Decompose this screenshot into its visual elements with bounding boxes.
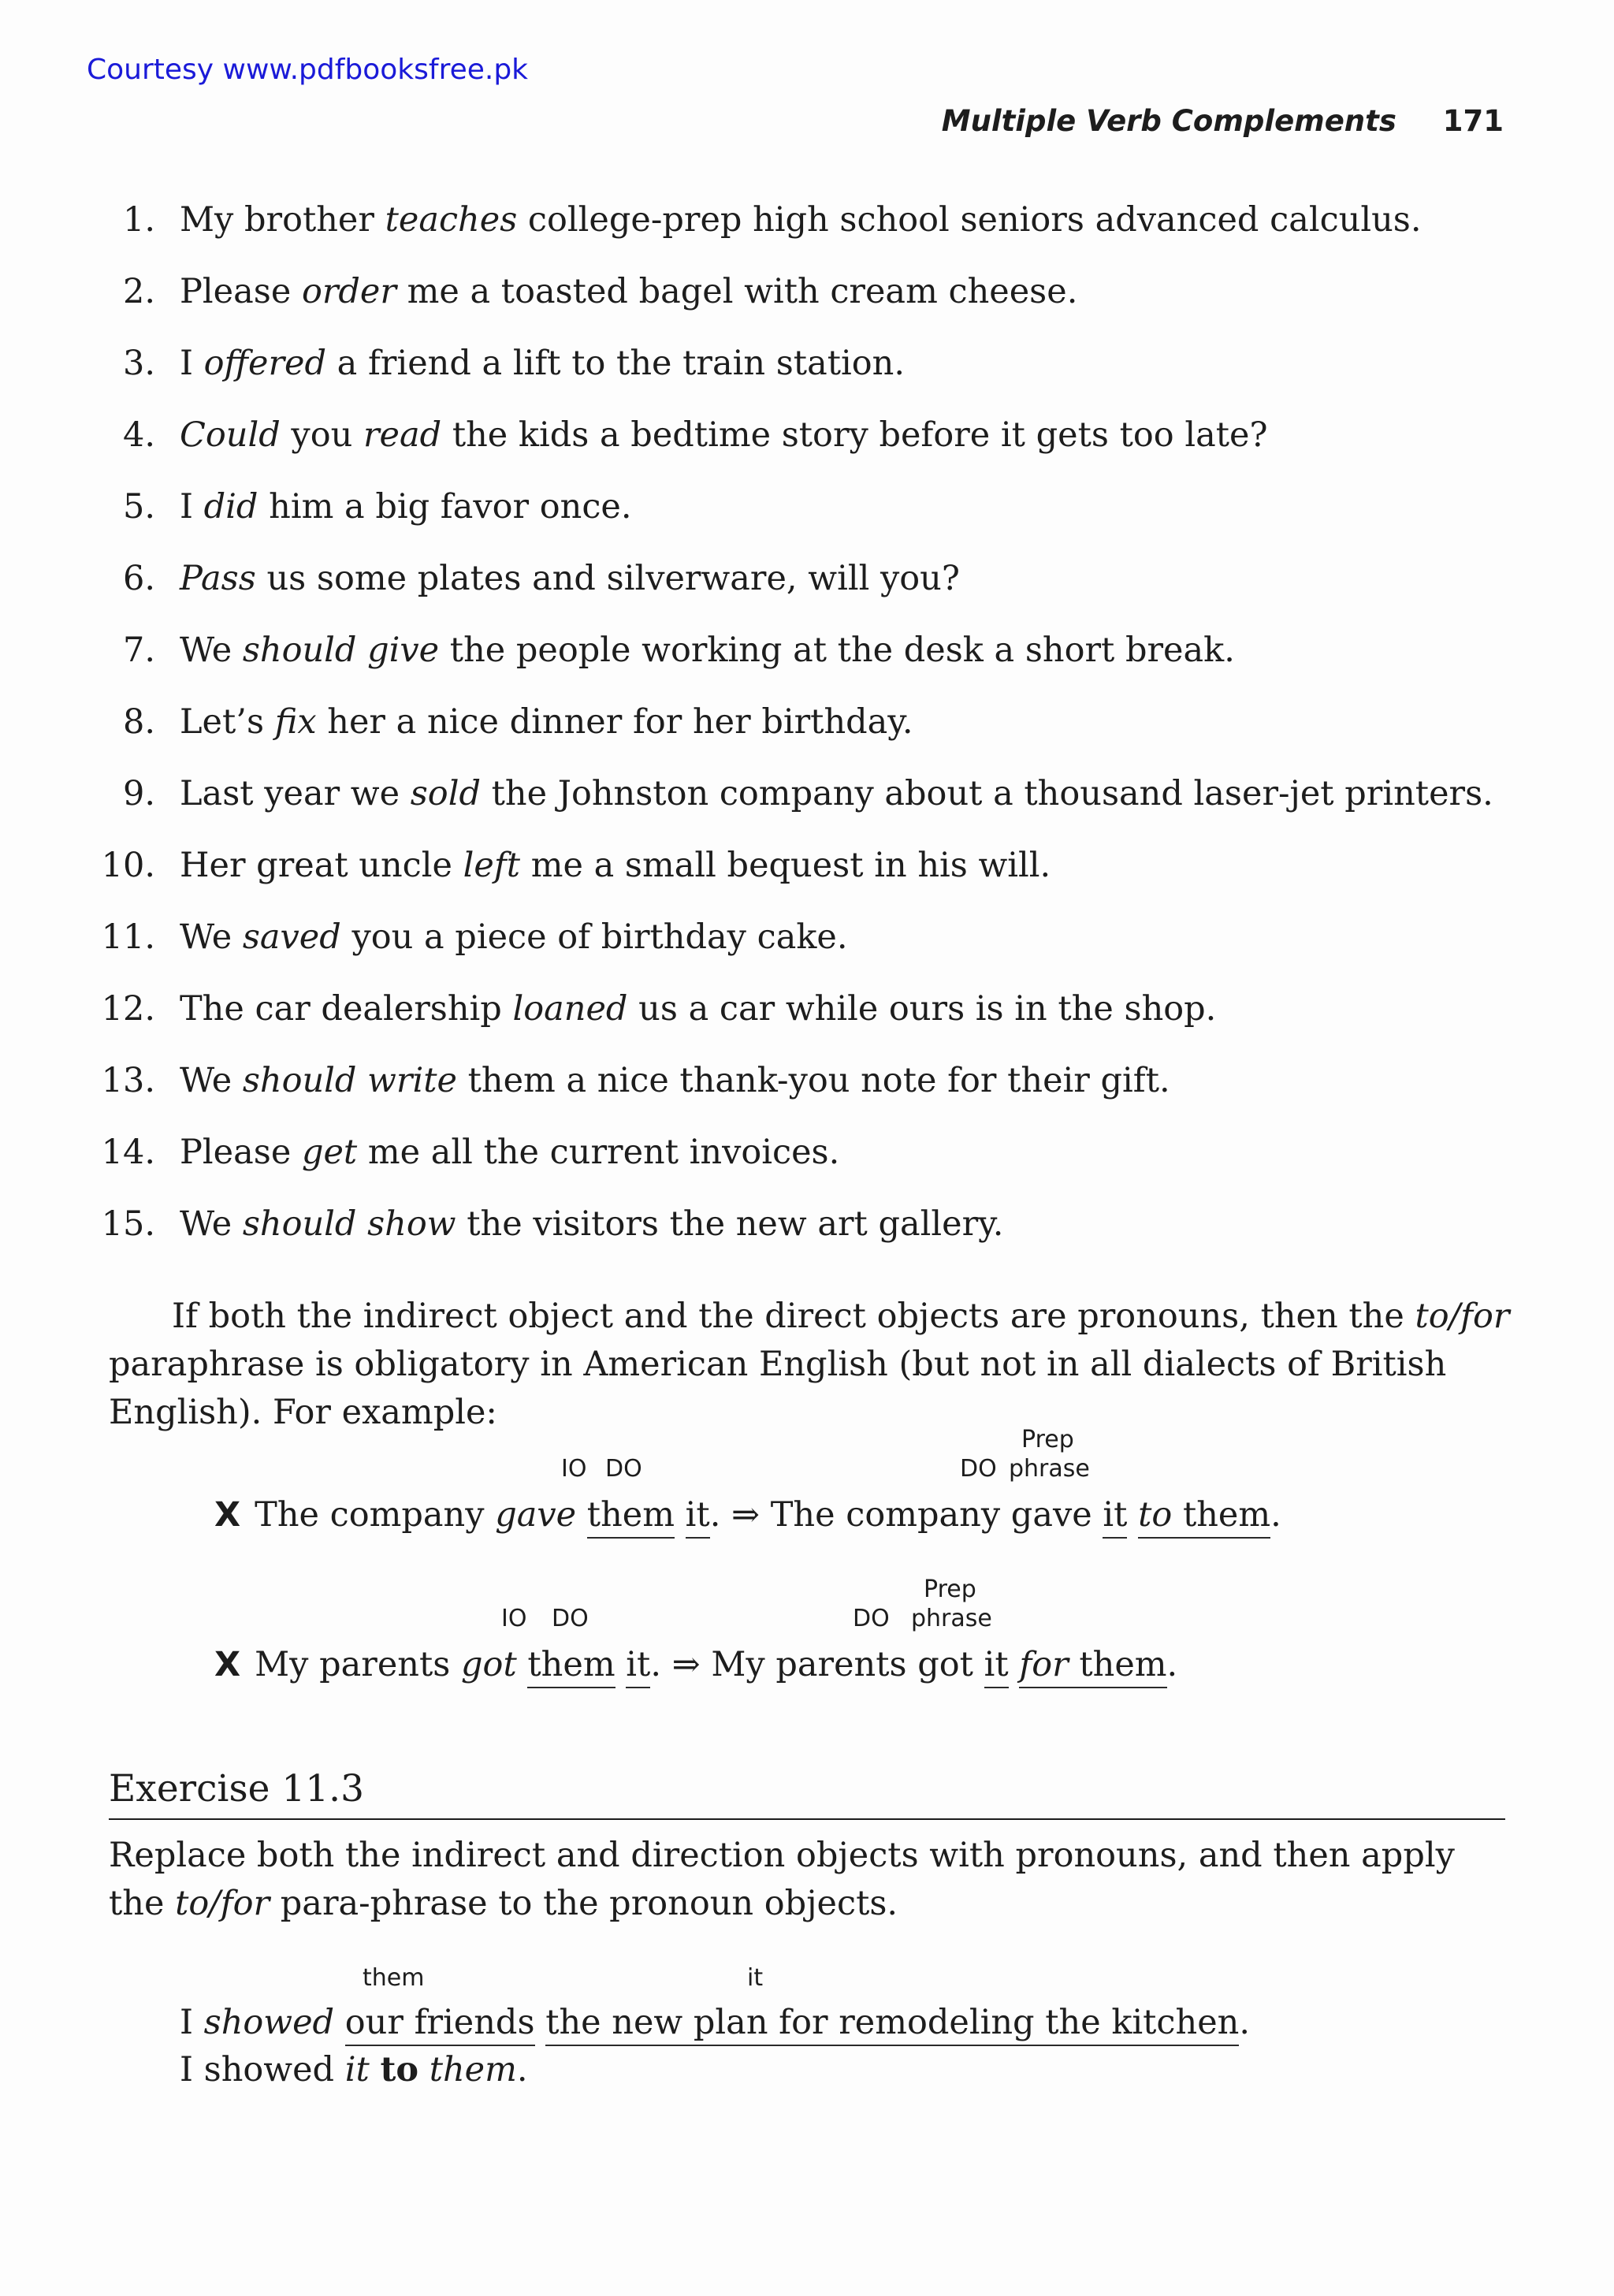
direct-object: it: [1103, 1495, 1127, 1539]
item-text: [180, 839, 1051, 892]
verb: should show: [242, 1204, 456, 1244]
indirect-object: them: [527, 1645, 615, 1688]
text: the kids a bedtime story before it gets too late?: [441, 415, 1268, 455]
io-label: IO: [561, 1455, 587, 1483]
item-text: [180, 1126, 839, 1179]
direct-object: it: [984, 1645, 1009, 1688]
text: you: [280, 415, 363, 455]
example-sentence: [214, 1491, 1281, 1539]
text: I: [180, 344, 204, 383]
text: I showed: [180, 2050, 345, 2089]
verb: fix: [274, 702, 317, 742]
exercise-answer: [180, 2046, 528, 2093]
item-number: 12.: [101, 989, 155, 1029]
text: We: [180, 631, 243, 670]
item-text: [180, 193, 1422, 247]
item-text: [180, 910, 848, 964]
text: I: [180, 487, 204, 527]
item-number: 15.: [101, 1204, 155, 1244]
item-text: [180, 623, 1235, 677]
verb: got: [461, 1645, 517, 1684]
heading-rule: [109, 1818, 1505, 1820]
incorrect-mark: X: [214, 1495, 241, 1535]
text: her a nice dinner for her birthday.: [316, 702, 913, 742]
phrase-label: phrase: [911, 1605, 992, 1632]
emphasis: to/for: [1415, 1297, 1510, 1336]
item-number: 1.: [122, 200, 155, 240]
verb: should write: [242, 1061, 457, 1100]
io-label: IO: [501, 1605, 527, 1632]
pronoun-label-it: it: [747, 1964, 764, 1992]
verb: should give: [242, 631, 440, 670]
text: Replace both the indirect and direction objects with pronouns, and then apply the: [109, 1836, 1455, 1923]
text: para-phrase to the pronoun objects.: [270, 1884, 898, 1923]
do-label: DO: [605, 1455, 642, 1483]
text: We: [180, 917, 243, 957]
text: me a small bequest in his will.: [520, 846, 1051, 885]
item-text: [180, 1054, 1170, 1107]
verb: order: [301, 272, 396, 311]
text: The company: [255, 1495, 496, 1535]
direct-object: it: [686, 1495, 710, 1539]
item-number: 5.: [122, 487, 155, 527]
courtesy-link[interactable]: Courtesy www.pdfbooksfree.pk: [87, 54, 529, 86]
item-number: 9.: [122, 774, 155, 813]
item-number: 6.: [122, 559, 155, 598]
item-text: [180, 767, 1493, 821]
text: If both the indirect object and the direct objects are pronouns, then the: [172, 1297, 1415, 1336]
text: .: [1239, 2003, 1251, 2042]
emphasis: to/for: [175, 1884, 270, 1923]
pronoun: them: [429, 2050, 517, 2089]
chapter-title: Multiple Verb Complements: [941, 104, 1396, 138]
item-number: 2.: [122, 272, 155, 311]
do-label: DO: [552, 1605, 589, 1632]
do-label: DO: [960, 1455, 997, 1483]
do-label: DO: [853, 1605, 890, 1632]
prep-label: Prep: [1021, 1426, 1074, 1453]
text: .: [516, 2050, 528, 2089]
text: the Johnston company about a thousand laser-jet printers.: [480, 774, 1493, 813]
item-number: 4.: [122, 415, 155, 455]
item-number: 8.: [122, 702, 155, 742]
prep-object: them: [1079, 1645, 1167, 1684]
text: you a piece of birthday cake.: [340, 917, 848, 957]
text: me a toasted bagel with cream cheese.: [396, 272, 1078, 311]
item-number: 11.: [101, 917, 155, 957]
text: them a nice thank-you note for their gift.: [456, 1061, 1170, 1100]
verb: Could: [180, 415, 281, 455]
item-text: [180, 982, 1216, 1036]
text: Her great uncle: [180, 846, 463, 885]
verb: sold: [410, 774, 481, 813]
verb: Pass: [180, 559, 256, 598]
item-text: [180, 552, 960, 605]
verb: did: [203, 487, 258, 527]
verb: get: [301, 1133, 358, 1172]
item-text: [180, 695, 913, 749]
item-number: 13.: [101, 1061, 155, 1100]
text: Let’s: [180, 702, 275, 742]
verb: offered: [203, 344, 326, 383]
running-head: [942, 104, 1504, 138]
item-text: [180, 480, 632, 534]
text: I: [180, 2003, 204, 2042]
item-text: [180, 408, 1268, 462]
item-number: 14.: [101, 1133, 155, 1172]
item-number: 7.: [122, 631, 155, 670]
direct-object: it: [626, 1645, 650, 1688]
incorrect-mark: X: [214, 1645, 241, 1684]
verb: showed: [203, 2003, 335, 2042]
text: a friend a lift to the train station.: [326, 344, 905, 383]
prep-object: them: [1182, 1495, 1271, 1535]
text: We: [180, 1204, 243, 1244]
verb: teaches: [385, 200, 518, 240]
item-text: [180, 265, 1077, 318]
text: Please: [180, 1133, 302, 1172]
example-sentence: [214, 1641, 1177, 1688]
page-number: 171: [1442, 104, 1504, 138]
exercise-heading: Exercise 11.3: [109, 1767, 364, 1810]
direct-object: the new plan for remodeling the kitchen: [545, 2003, 1239, 2046]
verb: gave: [495, 1495, 577, 1535]
verb: read: [363, 415, 442, 455]
text: We: [180, 1061, 243, 1100]
text: .: [1270, 1495, 1281, 1535]
prep-label: Prep: [924, 1576, 976, 1603]
text: him a big favor once.: [258, 487, 632, 527]
indirect-object: them: [587, 1495, 675, 1539]
text: . ⇒ My parents got: [650, 1645, 984, 1684]
verb: saved: [242, 917, 341, 957]
verb: loaned: [512, 989, 628, 1029]
preposition: to: [380, 2050, 419, 2089]
text: My brother: [180, 200, 385, 240]
item-text: [180, 337, 905, 390]
text: me all the current invoices.: [357, 1133, 840, 1172]
body-paragraph: [109, 1293, 1512, 1437]
text: us a car while ours is in the shop.: [627, 989, 1217, 1029]
text: college-prep high school seniors advanced calculus.: [517, 200, 1422, 240]
item-text: [180, 1197, 1003, 1251]
text: the people working at the desk a short break.: [439, 631, 1235, 670]
item-number: 10.: [101, 846, 155, 885]
phrase-label: phrase: [1009, 1455, 1090, 1483]
preposition: for: [1019, 1645, 1069, 1684]
exercise-example: [180, 1999, 1250, 2046]
text: the visitors the new art gallery.: [456, 1204, 1004, 1244]
pronoun: it: [344, 2050, 370, 2089]
preposition: to: [1138, 1495, 1173, 1535]
text: The car dealership: [180, 989, 513, 1029]
item-number: 3.: [122, 344, 155, 383]
indirect-object: our friends: [345, 2003, 535, 2046]
pronoun-label-them: them: [363, 1964, 425, 1992]
text: Last year we: [180, 774, 411, 813]
verb: left: [463, 846, 521, 885]
text: My parents: [255, 1645, 462, 1684]
text: paraphrase is obligatory in American English (but not in all dialects of British English). For example:: [109, 1345, 1447, 1432]
text: .: [1166, 1645, 1178, 1684]
exercise-instructions: [109, 1832, 1512, 1928]
text: . ⇒ The company gave: [709, 1495, 1103, 1535]
text: Please: [180, 272, 302, 311]
text: us some plates and silverware, will you?: [255, 559, 960, 598]
